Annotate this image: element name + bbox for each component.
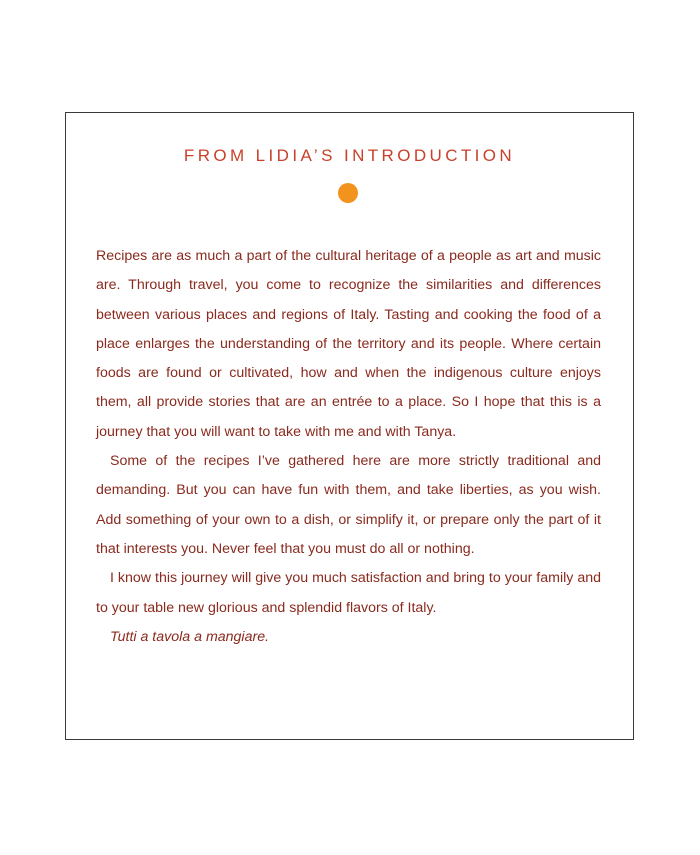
- page-frame: [65, 112, 634, 740]
- paragraph-2: Some of the recipes I’ve gathered here are more strictly traditional and demanding. But you can have fun with them, and take liberties, as you wish. Add something of your own to a dish, or simplify it, or prepare only the part of it that interests you. Never feel that you must do all or nothing.: [96, 453, 601, 557]
- introduction-body: [96, 242, 601, 652]
- paragraph-3: I know this journey will give you much satisfaction and bring to your family and to your table new glorious and splendid flavors of Italy.: [96, 570, 601, 616]
- paragraph-1: Recipes are as much a part of the cultural heritage of a people as art and music are. Through travel, you come to recognize the similarities and differences between various places and regions of Italy. Tasting and cooking the food of a place enlarges the understanding of the territory and its people. Where certain foods are found or cultivated, how and when the indigenous culture enjoys them, all provide stories that are an entrée to a place. So I hope that this is a journey that you will want to take with me and with Tanya.: [96, 248, 601, 440]
- page-title: FROM LIDIA’S INTRODUCTION: [183, 146, 516, 165]
- closing-line: Tutti a tavola a mangiare.: [110, 628, 270, 645]
- orange-dot-ornament: [338, 183, 358, 203]
